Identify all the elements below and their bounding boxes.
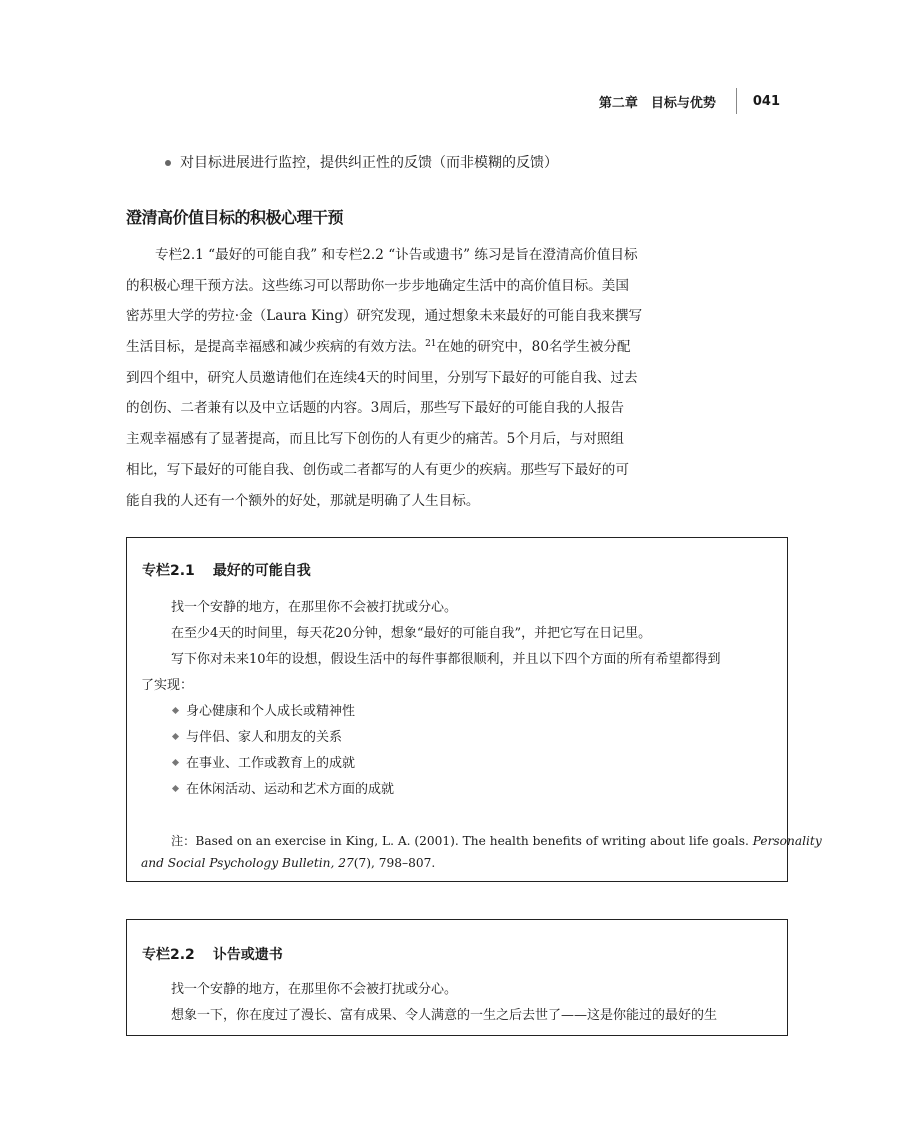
body-line: 到四个组中，研究人员邀请他们在连续4天的时间里，分别写下最好的可能自我、过去 [126, 369, 638, 386]
box-bullet-text: 与伴侣、家人和朋友的关系 [186, 730, 343, 745]
box-title [142, 944, 283, 964]
chapter-title: 第二章 目标与优势 [598, 95, 716, 111]
box-line: 写下你对未来10年的设想，假设生活中的每件事都很顺利，并且以下四个方面的所有希望都得到 [171, 652, 721, 667]
note-journal: Personality [752, 834, 822, 848]
running-header [560, 88, 780, 114]
body-line: 能自我的人还有一个额外的好处，那就是明确了人生目标。 [126, 492, 480, 509]
sidebar-box-2-1 [126, 537, 822, 882]
box-bullet-text: 身心健康和个人成长或精神性 [186, 704, 356, 719]
box-bullet [171, 702, 355, 722]
bullet-item [165, 153, 558, 173]
box-note [141, 830, 822, 874]
diamond-bullet-icon [172, 759, 179, 766]
sidebar-box-2-2 [126, 919, 788, 1036]
body-line: 专栏2.1 “最好的可能自我” 和专栏2.2 “讣告或遗书” 练习是旨在澄清高价值目标 [155, 247, 638, 263]
box-line: 想象一下，你在度过了漫长、富有成果、令人满意的一生之后去世了——这是你能过的最好的生 [171, 1008, 718, 1023]
header-divider [736, 88, 737, 114]
note-line [141, 830, 822, 852]
box-bullet [171, 780, 394, 800]
bullet-text: 对目标进展进行监控，提供纠正性的反馈（而非模糊的反馈） [180, 155, 558, 171]
body-line: 相比，写下最好的可能自我、创伤或二者都写的人有更少的疾病。那些写下最好的可 [126, 461, 629, 478]
body-line: 的积极心理干预方法。这些练习可以帮助你一步步地确定生活中的高价值目标。美国 [126, 277, 629, 294]
diamond-bullet-icon [172, 785, 179, 792]
box-bullet-text: 在事业、工作或教育上的成就 [186, 756, 356, 771]
box-line: 了实现： [141, 678, 194, 693]
box-bullet [171, 754, 355, 774]
body-line-text: 生活目标，是提高幸福感和减少疾病的有效方法。 [126, 339, 426, 356]
box-label: 专栏2.1 [142, 563, 195, 579]
diamond-bullet-icon [172, 733, 179, 740]
page-number: 041 [752, 93, 780, 109]
box-line: 找一个安静的地方，在那里你不会被打扰或分心。 [171, 982, 458, 997]
box-title-text: 讣告或遗书 [212, 947, 283, 963]
note-text: Based on an exercise in King, L. A. (2001). The health benefits of writing about life goals. [195, 834, 753, 848]
body-line [126, 332, 706, 363]
box-line: 找一个安静的地方，在那里你不会被打扰或分心。 [171, 600, 458, 615]
note-line [141, 852, 777, 874]
body-line: 的创伤、二者兼有以及中立话题的内容。3周后，那些写下最好的可能自我的人报告 [126, 400, 625, 417]
body-line: 主观幸福感有了显著提高，而且比写下创伤的人有更少的痛苦。5个月后，与对照组 [126, 431, 625, 448]
body-line-text: 在她的研究中，80名学生被分配 [436, 339, 631, 356]
note-prefix: 注： [171, 834, 196, 848]
box-title [142, 560, 311, 580]
body-paragraph [126, 240, 706, 516]
note-text: (7), 798–807. [353, 856, 436, 870]
bullet-dot-icon [165, 160, 171, 166]
box-line: 在至少4天的时间里，每天花20分钟，想象“最好的可能自我”，并把它写在日记里。 [171, 626, 652, 641]
body-line: 密苏里大学的劳拉·金（Laura King）研究发现，通过想象未来最好的可能自我来撰写 [126, 308, 643, 325]
footnote-ref: 21 [425, 339, 437, 350]
note-journal: and Social Psychology Bulletin, 27 [141, 856, 354, 870]
box-bullet-text: 在休闲活动、运动和艺术方面的成就 [186, 782, 395, 797]
box-title-text: 最好的可能自我 [212, 563, 311, 579]
box-bullet [171, 728, 342, 748]
box-label: 专栏2.2 [142, 947, 195, 963]
diamond-bullet-icon [172, 707, 179, 714]
section-heading: 澄清高价值目标的积极心理干预 [126, 208, 344, 227]
